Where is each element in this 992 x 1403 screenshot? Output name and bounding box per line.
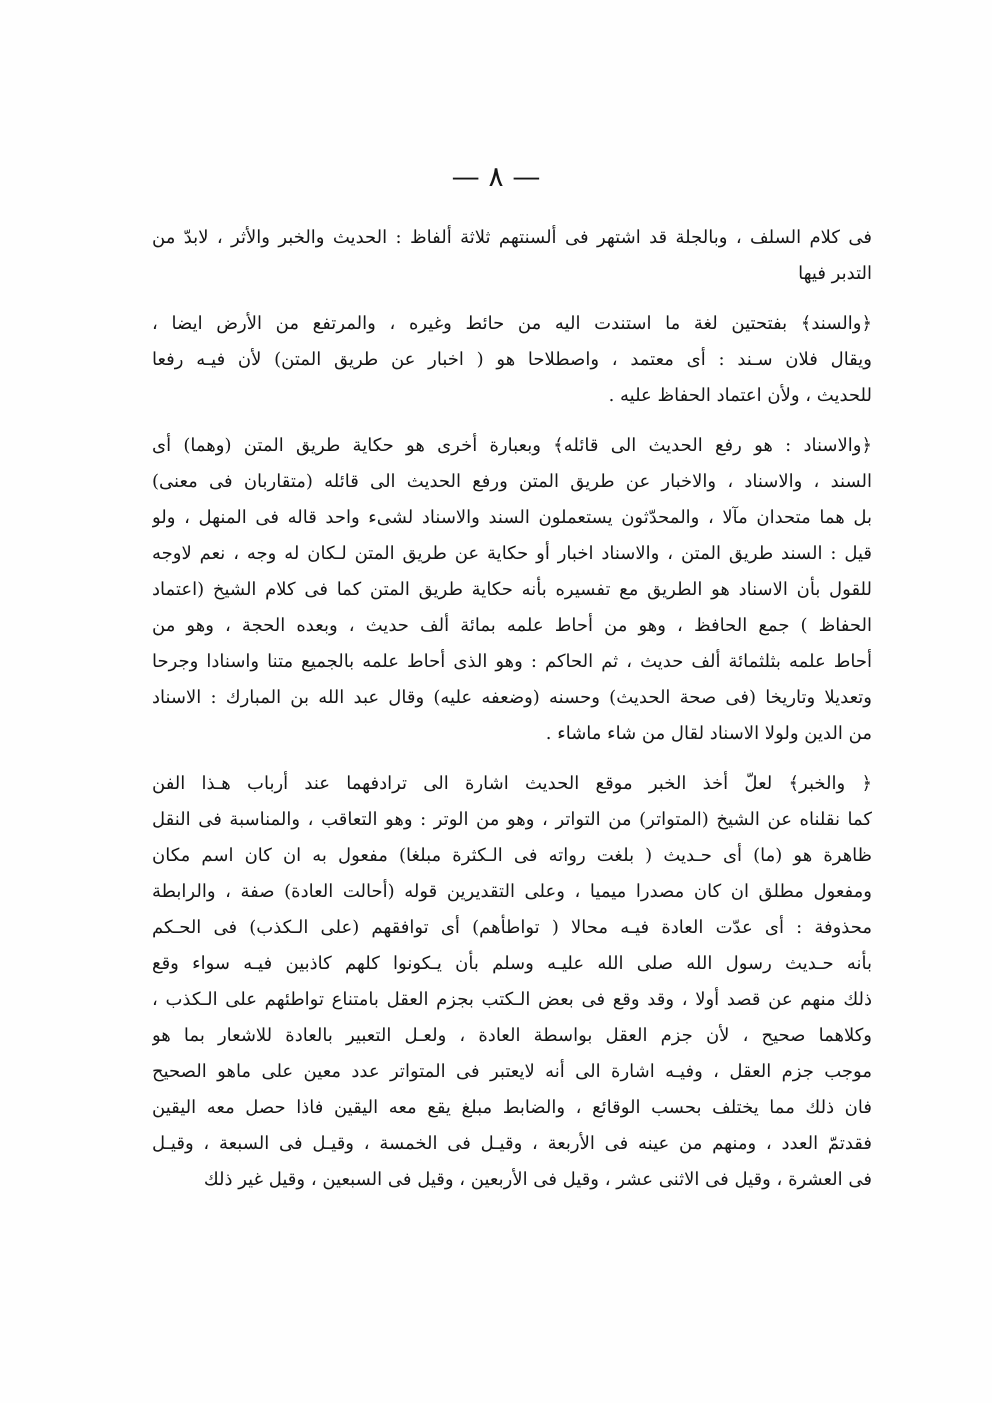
paragraph — [152, 766, 872, 1198]
text-line: فان ذلك مما يختلف بحسب الوقائع ، والضابط مبلغ يقع معه اليقين فاذا حصل معه اليقين — [152, 1097, 872, 1118]
paragraph — [152, 306, 872, 414]
text-line: بل هما متحدان مآلا ، والمحدّثون يستعملون السند والاسناد لشىء واحد قاله فى المنهل ، ولو — [152, 507, 872, 528]
text-line: ظاهرة هو (ما) أى حـديث ( بلغت رواته فى الـكثرة مبلغا) مفعول به ان كان اسم مكان — [152, 845, 872, 866]
text-line: فى العشرة ، وقيل فى الاثنى عشر ، وقيل فى الأربعين ، وقيل فى السبعين ، وقيل غير ذلك — [203, 1169, 872, 1190]
text-line: للحديث ، ولأن اعتماد الحفاظ عليه . — [608, 385, 872, 406]
text-line: السند ، والاسناد ، والاخبار عن طريق المتن ورفع الحديث الى قائله (متقاربان فى معنى) — [152, 471, 872, 492]
body-text — [152, 220, 872, 1198]
paragraph-gap — [152, 752, 872, 766]
text-line: أحاط علمه بثلثمائة ألف حديث ، ثم الحاكم : وهو الذى أحاط علمه بالجميع متنا واسنادا وجرحا — [152, 651, 872, 672]
text-line: ويقال فلان سـند : أى معتمد ، واصطلاحا هو ( اخبار عن طريق المتن) لأن فيـه رفعا — [152, 349, 872, 370]
text-line: الحفاظ ) جمع الحافظ ، وهو من أحاط علمه بمائة ألف حديث ، وبعده الحجة ، وهو من — [152, 615, 872, 636]
text-line: ذلك منهم عن قصد أولا ، وقد وقع فى بعض الـكتب بجزم العقل بامتناع تواطئهم على الـكذب ، — [152, 989, 872, 1010]
paragraph-gap — [152, 414, 872, 428]
text-line: من الدين ولولا الاسناد لقال من شاء ماشاء . — [545, 723, 872, 744]
text-line: وكلاهما صحيح ، لأن جزم العقل بواسطة العادة ، ولعـل التعبير بالعادة للاشعار بما هو — [152, 1025, 872, 1046]
text-line: وتعديلا وتاريخا (فى صحة الحديث) وحسنه (وضعفه عليه) وقال عبد الله بن المبارك : الاسناد — [152, 687, 872, 708]
page-number: — ٨ — — [451, 160, 541, 193]
text-line: قيل : السند طريق المتن ، والاسناد اخبار أو حكاية عن طريق المتن لـكان له وجه ، نعم لاوجه — [152, 543, 872, 564]
paragraph-gap — [152, 292, 872, 306]
paragraph — [152, 220, 872, 292]
text-line: موجب جزم العقل ، وفيـه اشارة الى أنه لايعتبر فى المتواتر عدد معين على ماهو الصحيح — [152, 1061, 872, 1082]
text-line: ﴿والسند﴾ بفتحتين لغة ما استندت اليه من حائط وغيره ، والمرتفع من الأرض ايضا ، — [152, 313, 872, 334]
text-line: فى كلام السلف ، وبالجلة قد اشتهر فى ألسنتهم ثلاثة ألفاظ : الحديث والخبر والأثر ، لابدّ من — [152, 227, 872, 248]
text-line: ﴿ والخبر﴾ لعلّ أخذ الخبر موقع الحديث اشارة الى ترادفهما عند أرباب هـذا الفن — [152, 773, 872, 794]
text-line: ﴿والاسناد : هو رفع الحديث الى قائله﴾ وبعبارة أخرى هو حكاية طريق المتن (وهما) أى — [152, 435, 872, 456]
text-line: محذوفة : أى عدّت العادة فيـه محالا ( تواطأهم) أى توافقهم (على الـكذب) فى الحـكم — [152, 917, 872, 938]
text-line: كما نقلناه عن الشيخ (المتواتر) من التواتر ، وهو من الوتر : وهو التعاقب ، والمناسبة فى النقل — [152, 809, 872, 830]
text-line: ومفعول مطلق ان كان مصدرا ميميا ، وعلى التقديرين قوله (أحالت العادة) صفة ، والرابطة — [152, 881, 872, 902]
text-line: بأنه حـديث رسول الله صلى الله عليـه وسلم بأن يـكونوا كلهم كاذبين فيـه سواء وقع — [152, 953, 872, 974]
text-line: للقول بأن الاسناد هو الطريق مع تفسيره بأنه حكاية طريق المتن كما فى كلام الشيخ (اعتماد — [152, 579, 872, 600]
text-line: فقدتمّ العدد ، ومنهم من عينه فى الأربعة ، وقيـل فى الخمسة ، وقيـل فى السبعة ، وقيـل — [152, 1133, 872, 1154]
paragraph — [152, 428, 872, 752]
text-line: التدبر فيها — [798, 263, 872, 284]
